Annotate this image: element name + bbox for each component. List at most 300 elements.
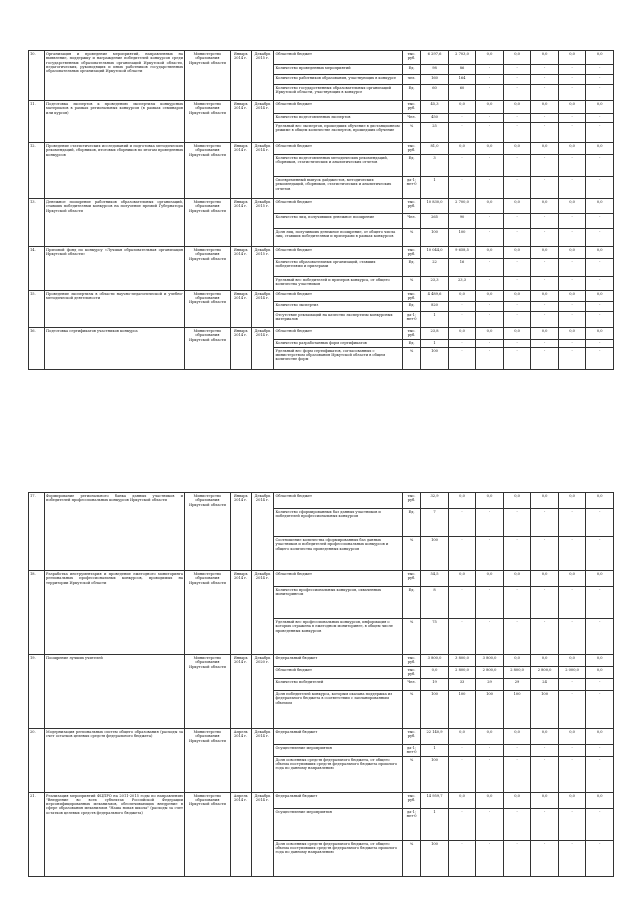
- executor: Министерство образования Иркутской области: [184, 655, 230, 729]
- unit: тыс. руб.: [402, 328, 420, 340]
- value-cell: 0,0: [531, 247, 559, 259]
- start-date: Январь 2014 г.: [230, 199, 251, 247]
- value-cell: 0,0: [476, 247, 504, 259]
- value-cell: -: [503, 65, 531, 75]
- value-cell: -: [586, 276, 614, 290]
- end-date: Декабрь 2014 г.: [251, 571, 274, 655]
- value-cell: 1: [421, 745, 449, 757]
- value-cell: 0,0: [448, 729, 476, 745]
- value-cell: -: [503, 619, 531, 655]
- value-cell: -: [558, 745, 586, 757]
- value-cell: 24: [531, 679, 559, 691]
- value-cell: 3 800,0: [421, 655, 449, 667]
- item-number: 10.: [29, 51, 45, 101]
- value-cell: 450: [421, 114, 449, 123]
- activity-name: Проведение статистических исследований и подготовка методических рекомендаций, сборников, итоговых сборников по итогам проведенных конкурсов: [45, 143, 185, 199]
- value-cell: 22: [421, 258, 449, 276]
- upper-table-block: [28, 50, 614, 440]
- end-date: Декабрь 2014 г.: [251, 101, 274, 143]
- value-cell: -: [531, 123, 559, 143]
- value-cell: -: [531, 312, 559, 328]
- value-cell: -: [558, 619, 586, 655]
- indicator: Федеральный бюджет: [274, 655, 402, 667]
- value-cell: 0,0: [476, 571, 504, 587]
- start-date: Апрель 2014 г.: [230, 792, 251, 876]
- indicator: Удельный вес победителей и призеров конкурса, от общего количества участников: [274, 276, 402, 290]
- unit: %: [402, 756, 420, 792]
- table-row: [29, 247, 614, 259]
- value-cell: 1: [421, 312, 449, 328]
- unit: да-1; нет-0: [402, 177, 420, 199]
- value-cell: 0,0: [503, 247, 531, 259]
- value-cell: 0,0: [586, 247, 614, 259]
- value-cell: 22 140,9: [421, 729, 449, 745]
- unit: тыс. руб.: [402, 655, 420, 667]
- value-cell: -: [448, 537, 476, 571]
- value-cell: 0,0: [586, 51, 614, 65]
- end-date: Декабрь 2014 г.: [251, 729, 274, 793]
- unit: %: [402, 537, 420, 571]
- activity-name: Формирование регионального банка данных участников и победителей профессиональных конкурсов Иркутской области: [45, 493, 185, 571]
- unit: да-1; нет-0: [402, 808, 420, 840]
- start-date: Январь 2014 г.: [230, 51, 251, 101]
- value-cell: -: [503, 114, 531, 123]
- value-cell: 0,0: [558, 493, 586, 509]
- indicator: Удельный вес экспертов, прошедших обучение в дистанционном режиме в общем количестве экспертов, прошедших обучение: [274, 123, 402, 143]
- indicator: Областной бюджет: [274, 493, 402, 509]
- executor: Министерство образования Иркутской области: [184, 247, 230, 291]
- value-cell: -: [503, 745, 531, 757]
- indicator: Областной бюджет: [274, 143, 402, 155]
- value-cell: -: [531, 339, 559, 347]
- table-row: [29, 290, 614, 302]
- value-cell: -: [503, 85, 531, 101]
- value-cell: 16: [448, 258, 476, 276]
- end-date: Декабрь 2015 г.: [251, 247, 274, 291]
- executor: Министерство образования Иркутской области: [184, 199, 230, 247]
- value-cell: -: [586, 339, 614, 347]
- activity-name: Подготовка экспертов к проведению экспертизы конкурсных материалов в рамках региональных конкурсов (в рамках семинаров или курсов): [45, 101, 185, 143]
- table-row: [29, 655, 614, 667]
- value-cell: 1: [421, 339, 449, 347]
- value-cell: -: [558, 691, 586, 729]
- indicator: Осуществление мероприятия: [274, 808, 402, 840]
- value-cell: -: [586, 214, 614, 229]
- activity-name: Поощрение лучших учителей: [45, 655, 185, 729]
- unit: Ед.: [402, 85, 420, 101]
- indicator: Федеральный бюджет: [274, 729, 402, 745]
- value-cell: 0,0: [531, 101, 559, 114]
- value-cell: -: [503, 177, 531, 199]
- value-cell: 0,0: [503, 290, 531, 302]
- value-cell: -: [558, 65, 586, 75]
- value-cell: 2 700,0: [448, 199, 476, 214]
- value-cell: -: [503, 258, 531, 276]
- value-cell: -: [476, 745, 504, 757]
- value-cell: 1: [421, 177, 449, 199]
- value-cell: -: [476, 808, 504, 840]
- value-cell: -: [448, 587, 476, 619]
- indicator: Областной бюджет: [274, 101, 402, 114]
- indicator: Областной бюджет: [274, 247, 402, 259]
- value-cell: 60: [448, 85, 476, 101]
- unit: Ед.: [402, 155, 420, 177]
- unit: Чел.: [402, 679, 420, 691]
- value-cell: 0,0: [448, 792, 476, 808]
- value-cell: -: [503, 537, 531, 571]
- value-cell: -: [503, 155, 531, 177]
- value-cell: -: [448, 756, 476, 792]
- value-cell: -: [558, 276, 586, 290]
- value-cell: 0,0: [586, 143, 614, 155]
- item-number: 13.: [29, 199, 45, 247]
- value-cell: -: [476, 537, 504, 571]
- value-cell: -: [503, 229, 531, 247]
- item-number: 15.: [29, 290, 45, 328]
- value-cell: -: [476, 258, 504, 276]
- indicator: Количество победителей: [274, 679, 402, 691]
- value-cell: 100: [448, 229, 476, 247]
- value-cell: 0,0: [476, 199, 504, 214]
- value-cell: 19: [421, 679, 449, 691]
- value-cell: 2 800,0: [448, 667, 476, 679]
- value-cell: 100: [531, 691, 559, 729]
- value-cell: -: [558, 347, 586, 369]
- value-cell: -: [531, 619, 559, 655]
- indicator: Осуществление мероприятия: [274, 745, 402, 757]
- unit: %: [402, 229, 420, 247]
- value-cell: -: [586, 679, 614, 691]
- value-cell: 0,0: [531, 493, 559, 509]
- end-date: Декабрь 2014 г.: [251, 328, 274, 370]
- start-date: Январь 2014 г.: [230, 290, 251, 328]
- value-cell: -: [586, 302, 614, 312]
- executor: Министерство образования Иркутской области: [184, 792, 230, 876]
- upper-table: [28, 50, 614, 370]
- value-cell: -: [531, 840, 559, 876]
- unit: Ед.: [402, 339, 420, 347]
- value-cell: 45,3: [421, 101, 449, 114]
- unit: тыс. руб.: [402, 493, 420, 509]
- table-row: [29, 143, 614, 155]
- unit: %: [402, 276, 420, 290]
- value-cell: -: [476, 619, 504, 655]
- indicator: Своевременный выпуск дайджестов, методических рекомендаций, сборников, статистических и аналитических отчетов: [274, 177, 402, 199]
- activity-name: Подготовка сертификатов участников конкурса: [45, 328, 185, 370]
- indicator: Областной бюджет: [274, 571, 402, 587]
- value-cell: -: [586, 840, 614, 876]
- activity-name: Денежное поощрение работников образовательных организаций, ставших победителями конкурсов на получение премий Губернатора Иркутской области: [45, 199, 185, 247]
- executor: Министерство образования Иркутской области: [184, 571, 230, 655]
- value-cell: 7: [421, 509, 449, 537]
- unit: чел.: [402, 75, 420, 85]
- value-cell: -: [476, 75, 504, 85]
- end-date: Декабрь 2015 г.: [251, 51, 274, 101]
- value-cell: -: [558, 177, 586, 199]
- indicator: Количество профессиональных конкурсов, охваченных мониторингом: [274, 587, 402, 619]
- value-cell: -: [448, 177, 476, 199]
- value-cell: -: [586, 537, 614, 571]
- unit: тыс. руб.: [402, 729, 420, 745]
- item-number: 11.: [29, 101, 45, 143]
- start-date: Январь 2014 г.: [230, 493, 251, 571]
- value-cell: -: [586, 85, 614, 101]
- value-cell: 0,0: [531, 792, 559, 808]
- unit: %: [402, 691, 420, 729]
- value-cell: 0,0: [531, 143, 559, 155]
- value-cell: -: [476, 177, 504, 199]
- value-cell: -: [586, 258, 614, 276]
- value-cell: 10 044,0: [421, 247, 449, 259]
- value-cell: 0,0: [503, 51, 531, 65]
- value-cell: -: [476, 587, 504, 619]
- value-cell: 98: [421, 65, 449, 75]
- value-cell: 0,0: [558, 247, 586, 259]
- value-cell: -: [476, 756, 504, 792]
- value-cell: 3 800,0: [448, 655, 476, 667]
- value-cell: -: [448, 312, 476, 328]
- value-cell: 0,0: [586, 101, 614, 114]
- value-cell: -: [586, 177, 614, 199]
- value-cell: -: [476, 85, 504, 101]
- value-cell: 820: [421, 302, 449, 312]
- value-cell: 100: [421, 229, 449, 247]
- value-cell: -: [503, 276, 531, 290]
- value-cell: -: [558, 114, 586, 123]
- unit: тыс. руб.: [402, 792, 420, 808]
- value-cell: 0,0: [503, 655, 531, 667]
- value-cell: 0,0: [476, 290, 504, 302]
- value-cell: 0,0: [558, 571, 586, 587]
- value-cell: -: [503, 756, 531, 792]
- value-cell: -: [531, 509, 559, 537]
- value-cell: -: [558, 537, 586, 571]
- value-cell: -: [531, 177, 559, 199]
- value-cell: 0,0: [586, 493, 614, 509]
- value-cell: 0,0: [558, 655, 586, 667]
- unit: тыс. руб.: [402, 51, 420, 65]
- value-cell: 0,0: [531, 51, 559, 65]
- value-cell: -: [503, 312, 531, 328]
- end-date: Декабрь 2014 г.: [251, 143, 274, 199]
- end-date: Декабрь 2015 г.: [251, 199, 274, 247]
- value-cell: 0,0: [586, 729, 614, 745]
- value-cell: -: [476, 214, 504, 229]
- value-cell: 2 800,0: [503, 667, 531, 679]
- start-date: Январь 2014 г.: [230, 247, 251, 291]
- value-cell: -: [531, 347, 559, 369]
- value-cell: -: [448, 347, 476, 369]
- value-cell: 164: [448, 75, 476, 85]
- indicator: Количество подготовленных методических рекомендаций, сборников, статистических и аналитических отчетов: [274, 155, 402, 177]
- value-cell: 0,0: [531, 328, 559, 340]
- value-cell: 2 800,0: [476, 667, 504, 679]
- value-cell: 0,0: [558, 328, 586, 340]
- indicator: Количество разработанных форм сертификатов: [274, 339, 402, 347]
- value-cell: 0,0: [586, 667, 614, 679]
- value-cell: -: [558, 75, 586, 85]
- value-cell: -: [531, 214, 559, 229]
- value-cell: -: [558, 312, 586, 328]
- value-cell: -: [476, 155, 504, 177]
- value-cell: 0,0: [558, 290, 586, 302]
- value-cell: -: [586, 123, 614, 143]
- indicator: Областной бюджет: [274, 199, 402, 214]
- activity-name: Проведение экспертизы в области научно-педагогической и учебно-методической деятельности: [45, 290, 185, 328]
- value-cell: -: [476, 123, 504, 143]
- unit: Чел.: [402, 214, 420, 229]
- indicator: Областной бюджет: [274, 51, 402, 65]
- value-cell: 0,0: [476, 729, 504, 745]
- value-cell: 60: [421, 85, 449, 101]
- value-cell: -: [558, 258, 586, 276]
- unit: тыс. руб.: [402, 199, 420, 214]
- value-cell: 0,0: [476, 51, 504, 65]
- value-cell: 100: [421, 537, 449, 571]
- indicator: Федеральный бюджет: [274, 792, 402, 808]
- unit: тыс. руб.: [402, 143, 420, 155]
- value-cell: -: [503, 214, 531, 229]
- value-cell: 6 297,6: [421, 51, 449, 65]
- executor: Министерство образования Иркутской области: [184, 328, 230, 370]
- value-cell: 100: [421, 347, 449, 369]
- value-cell: -: [476, 229, 504, 247]
- value-cell: 0,0: [558, 199, 586, 214]
- value-cell: 23,3: [448, 276, 476, 290]
- value-cell: -: [448, 840, 476, 876]
- value-cell: 1: [421, 808, 449, 840]
- unit: %: [402, 123, 420, 143]
- value-cell: 2 000,0: [558, 667, 586, 679]
- value-cell: 86: [448, 65, 476, 75]
- value-cell: -: [558, 302, 586, 312]
- value-cell: 100: [421, 756, 449, 792]
- end-date: Декабрь 2014 г.: [251, 792, 274, 876]
- value-cell: -: [503, 123, 531, 143]
- value-cell: -: [586, 155, 614, 177]
- value-cell: 0,0: [503, 101, 531, 114]
- value-cell: -: [503, 587, 531, 619]
- value-cell: -: [531, 155, 559, 177]
- value-cell: 0,0: [586, 290, 614, 302]
- value-cell: -: [476, 509, 504, 537]
- value-cell: -: [503, 339, 531, 347]
- value-cell: -: [531, 537, 559, 571]
- value-cell: 29: [476, 679, 504, 691]
- value-cell: 23,8: [421, 328, 449, 340]
- value-cell: 100: [421, 691, 449, 729]
- value-cell: 3 800,0: [476, 655, 504, 667]
- indicator: Количество подготовленных экспертов: [274, 114, 402, 123]
- value-cell: -: [448, 123, 476, 143]
- indicator: Количество сформированных баз данных участников и победителей профессиональных конкурсов: [274, 509, 402, 537]
- value-cell: 0,0: [531, 199, 559, 214]
- value-cell: 0,0: [558, 101, 586, 114]
- executor: Министерство образования Иркутской области: [184, 290, 230, 328]
- activity-name: Модернизация региональных систем общего образования (расходы за счет остатков целевых средств федерального бюджета): [45, 729, 185, 793]
- value-cell: 100: [476, 691, 504, 729]
- table-row: [29, 101, 614, 114]
- unit: %: [402, 840, 420, 876]
- value-cell: -: [558, 229, 586, 247]
- value-cell: -: [503, 808, 531, 840]
- value-cell: -: [476, 302, 504, 312]
- value-cell: 23,3: [421, 276, 449, 290]
- item-number: 16.: [29, 328, 45, 370]
- value-cell: 0,0: [586, 571, 614, 587]
- value-cell: -: [503, 347, 531, 369]
- value-cell: 75: [421, 619, 449, 655]
- indicator: Областной бюджет: [274, 667, 402, 679]
- value-cell: 0,0: [558, 792, 586, 808]
- value-cell: -: [586, 65, 614, 75]
- indicator: Количество лиц, получивших денежное поощрение: [274, 214, 402, 229]
- value-cell: 2 703,0: [448, 51, 476, 65]
- start-date: Январь 2014 г.: [230, 571, 251, 655]
- value-cell: 3: [421, 155, 449, 177]
- indicator: Доля лиц, получивших денежное поощрение, от общего числа лиц, ставших победителями и призерами в рамках конкурсов: [274, 229, 402, 247]
- value-cell: -: [476, 276, 504, 290]
- value-cell: 0,0: [448, 571, 476, 587]
- unit: %: [402, 347, 420, 369]
- value-cell: 100: [503, 691, 531, 729]
- value-cell: -: [558, 123, 586, 143]
- value-cell: -: [586, 587, 614, 619]
- value-cell: 0,0: [503, 792, 531, 808]
- value-cell: -: [558, 587, 586, 619]
- value-cell: 14 959,7: [421, 792, 449, 808]
- value-cell: 10 830,0: [421, 199, 449, 214]
- activity-name: Реализация мероприятий ФЦПРО на 2011-2015 годы по направлению "Внедрение во всех субъектах Российской Федерации персонифицированных механизмов, обеспечивающих внедрение в сфере образования механизмов "Наша новая школа" (расходы за счет остатков целевых средств федерального бюджета): [45, 792, 185, 876]
- indicator: Удельный вес профессиональных конкурсов, информация о которых отражена в ежегодном мониторинге, в общем числе проведенных конкурсов: [274, 619, 402, 655]
- indicator: Удельный вес форм сертификатов, согласованных с министерством образования Иркутской области в общем количестве форм: [274, 347, 402, 369]
- value-cell: -: [586, 745, 614, 757]
- value-cell: 29: [503, 679, 531, 691]
- activity-name: Призовой фонд по конкурсу «Лучшая образовательная организация Иркутской области»: [45, 247, 185, 291]
- item-number: 14.: [29, 247, 45, 291]
- value-cell: 0,0: [531, 571, 559, 587]
- item-number: 12.: [29, 143, 45, 199]
- activity-name: Организация и проведение мероприятий, направленных на выявление, поддержку и награждение победителей конкурсов среди государственных образовательных организаций Иркутской области, педагогических, руководящих и иных работников государственных образовательных организаций Иркутской области: [45, 51, 185, 101]
- value-cell: -: [531, 114, 559, 123]
- value-cell: 0,0: [531, 290, 559, 302]
- value-cell: 0,0: [586, 792, 614, 808]
- value-cell: -: [558, 808, 586, 840]
- value-cell: -: [476, 65, 504, 75]
- unit: тыс. руб.: [402, 571, 420, 587]
- table-row: [29, 792, 614, 808]
- executor: Министерство образования Иркутской области: [184, 143, 230, 199]
- end-date: Декабрь 2014 г.: [251, 493, 274, 571]
- value-cell: -: [558, 509, 586, 537]
- value-cell: 32,9: [421, 493, 449, 509]
- unit: Ед.: [402, 587, 420, 619]
- value-cell: -: [531, 587, 559, 619]
- value-cell: 0,0: [503, 328, 531, 340]
- start-date: Январь 2014 г.: [230, 655, 251, 729]
- executor: Министерство образования Иркутской области: [184, 729, 230, 793]
- value-cell: 0,0: [448, 328, 476, 340]
- indicator: Доля освоенных средств федерального бюджета, от общего объема поступивших средств федерального бюджета прошлого года по данному направлению: [274, 840, 402, 876]
- executor: Министерство образования Иркутской области: [184, 101, 230, 143]
- value-cell: -: [531, 75, 559, 85]
- value-cell: 0,0: [448, 101, 476, 114]
- value-cell: 0,0: [448, 290, 476, 302]
- value-cell: 0,0: [503, 143, 531, 155]
- indicator: Областной бюджет: [274, 290, 402, 302]
- value-cell: 0,0: [558, 729, 586, 745]
- value-cell: 4 489,6: [421, 290, 449, 302]
